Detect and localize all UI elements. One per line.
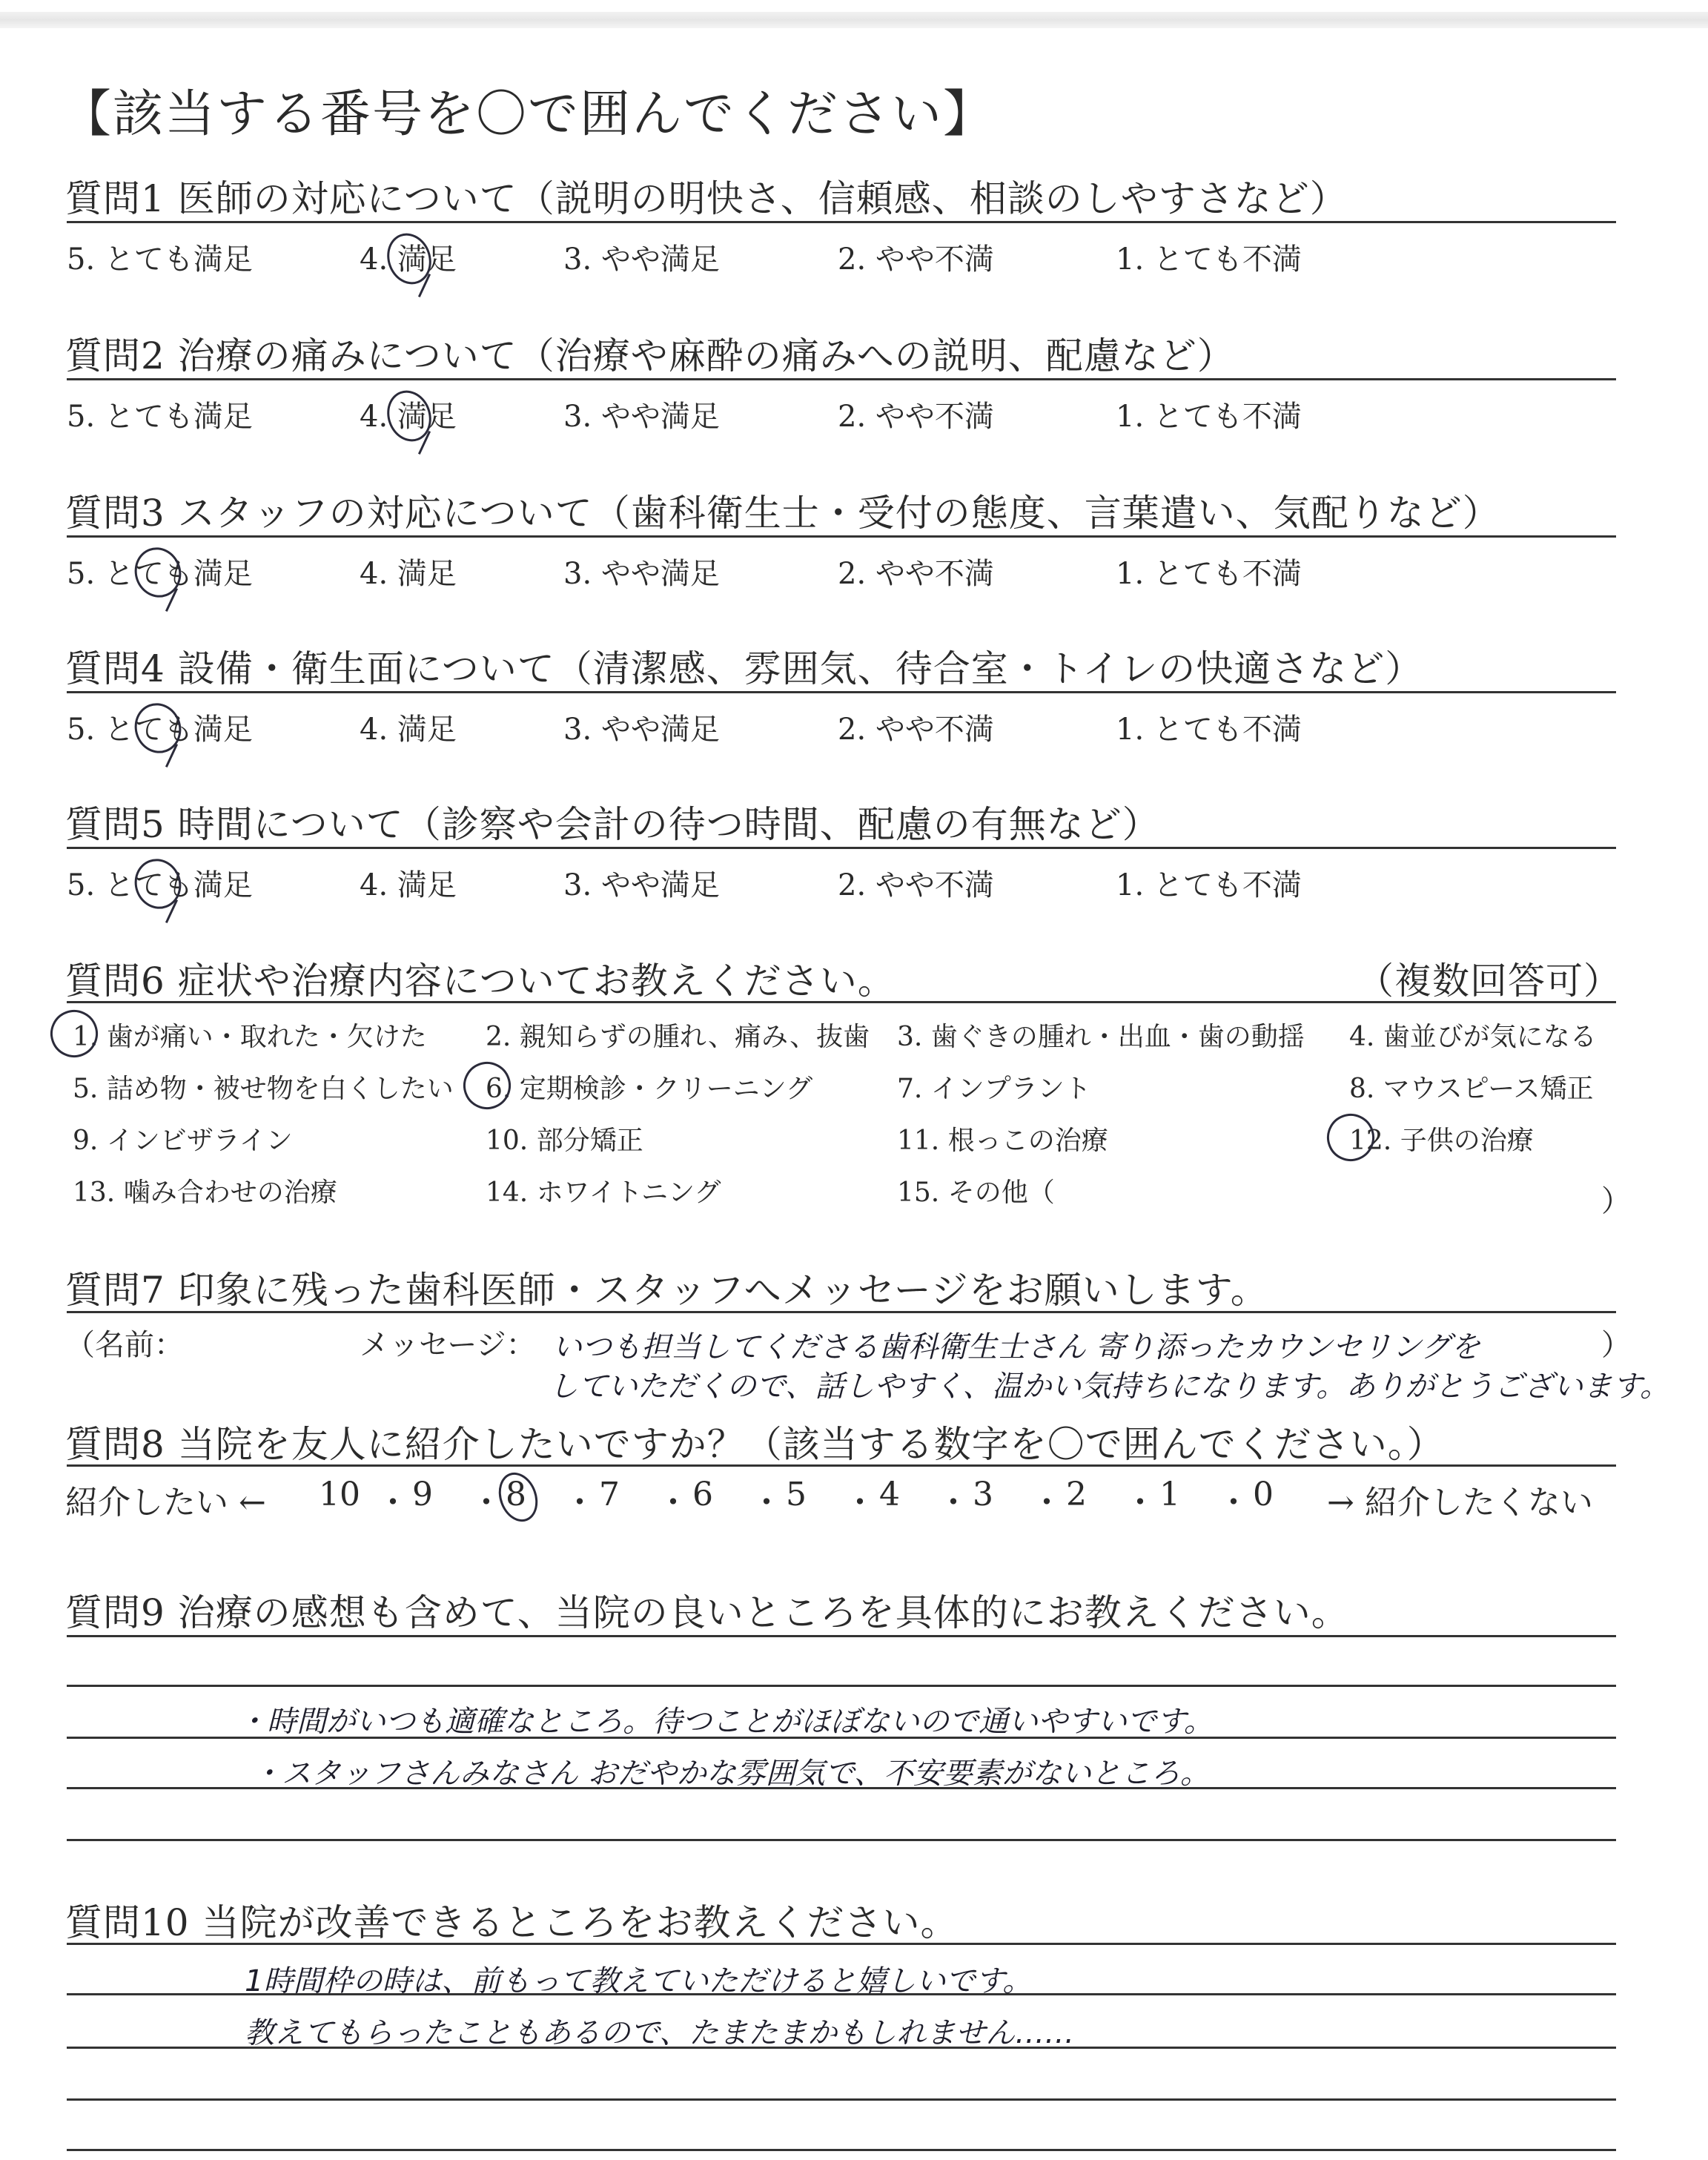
q8-scale-number[interactable]: 9 (412, 1476, 433, 1513)
q7-message-line2: していただくので、話しやすく、温かい気持ちになります。ありがとうございます。 (549, 1370, 1669, 1404)
q3-option[interactable]: 3. やや満足 (563, 557, 720, 591)
q8-scale-number[interactable]: 6 (692, 1476, 713, 1513)
q10-rule-5 (67, 2149, 1616, 2151)
q6-option[interactable]: 7. インプラント (897, 1074, 1091, 1104)
q9-answer-line1: ・時間がいつも適確なところ。待つことがほぼないので通いやすいです。 (237, 1705, 1214, 1739)
q8-scale-dot: ・ (657, 1484, 689, 1522)
q9-rule-2 (67, 1685, 1616, 1687)
q1-option[interactable]: 5. とても満足 (67, 242, 253, 277)
q6-option[interactable]: 9. インビザライン (73, 1126, 293, 1156)
q5-title: 質問5 時間について（診察や会計の待つ時間、配慮の有無など） (65, 803, 1160, 846)
q1-option[interactable]: 3. やや満足 (563, 242, 720, 277)
q2-title: 質問2 治療の痛みについて（治療や麻酔の痛みへの説明、配慮など） (65, 334, 1235, 377)
q6-option[interactable]: 11. 根っこの治療 (897, 1126, 1108, 1156)
q6-other-close: ） (1601, 1184, 1631, 1218)
q8-scale-number[interactable]: 2 (1066, 1476, 1087, 1513)
q8-scale-dot: ・ (750, 1484, 783, 1522)
q7-close-paren: ） (1601, 1328, 1631, 1362)
q3-option[interactable]: 2. やや不満 (838, 557, 994, 591)
q8-left-label: 紹介したい ← (65, 1484, 266, 1522)
q1-option[interactable]: 1. とても不満 (1116, 242, 1302, 277)
q7-name-label: （名前： (65, 1328, 184, 1362)
q4-option[interactable]: 2. やや不満 (838, 713, 994, 747)
q8-scale-number[interactable]: 10 (319, 1476, 360, 1513)
q2-option[interactable]: 2. やや不満 (838, 400, 994, 434)
q5-option[interactable]: 5. とても満足 (67, 868, 253, 902)
q8-scale-dot: ・ (377, 1484, 409, 1522)
q5-rule (67, 847, 1616, 849)
q3-rule (67, 535, 1616, 538)
handwritten-circle-mark (457, 1055, 517, 1116)
q4-option[interactable]: 3. やや満足 (563, 713, 720, 747)
q3-option[interactable]: 5. とても満足 (67, 557, 253, 591)
handwritten-circle-mark (44, 1003, 105, 1064)
q8-scale-dot: ・ (1030, 1484, 1063, 1522)
q8-scale-number[interactable]: 5 (786, 1476, 807, 1513)
handwritten-circle-mark (1320, 1107, 1381, 1168)
q6-option[interactable]: 12. 子供の治療 (1349, 1126, 1534, 1156)
q3-option[interactable]: 4. 満足 (360, 557, 457, 591)
q4-option[interactable]: 5. とても満足 (67, 713, 253, 747)
q9-rule-5 (67, 1839, 1616, 1841)
q6-option[interactable]: 4. 歯並びが気になる (1349, 1022, 1597, 1052)
q7-title: 質問7 印象に残った歯科医師・スタッフへメッセージをお願いします。 (65, 1269, 1268, 1312)
q7-message-label: メッセージ： (360, 1328, 536, 1362)
q7-message-line1: いつも担当してくださる歯科衛生士さん 寄り添ったカウンセリングを (552, 1330, 1480, 1364)
q2-rule (67, 378, 1616, 380)
q2-option[interactable]: 4. 満足 (360, 400, 457, 434)
q1-option[interactable]: 2. やや不満 (838, 242, 994, 277)
q6-option[interactable]: 15. その他（ (897, 1178, 1055, 1208)
q8-scale-dot: ・ (844, 1484, 876, 1522)
q8-scale-dot: ・ (937, 1484, 970, 1522)
q8-right-label: → 紹介したくない (1327, 1484, 1593, 1522)
q8-scale-number[interactable]: 3 (973, 1476, 993, 1513)
q2-option[interactable]: 3. やや満足 (563, 400, 720, 434)
q4-option[interactable]: 4. 満足 (360, 713, 457, 747)
q10-rule-4 (67, 2098, 1616, 2101)
q8-scale-number[interactable]: 0 (1253, 1476, 1274, 1513)
q2-option[interactable]: 5. とても満足 (67, 400, 253, 434)
q6-title: 質問6 症状や治療内容についてお教えください。 (65, 960, 896, 1003)
q4-option[interactable]: 1. とても不満 (1116, 713, 1302, 747)
q10-answer-line1: 1時間枠の時は、前もって教えていただけると嬉しいです。 (245, 1964, 1033, 1998)
q6-option[interactable]: 13. 噛み合わせの治療 (73, 1178, 337, 1208)
q1-option[interactable]: 4. 満足 (360, 242, 457, 277)
q8-scale-number[interactable]: 8 (506, 1476, 526, 1513)
q6-option[interactable]: 5. 詰め物・被せ物を白くしたい (73, 1074, 454, 1104)
q3-option[interactable]: 1. とても不満 (1116, 557, 1302, 591)
q6-option[interactable]: 6. 定期検診・クリーニング (486, 1074, 813, 1104)
q6-option[interactable]: 8. マウスピース矯正 (1349, 1074, 1594, 1104)
q6-note: （複数回答可） (1357, 960, 1621, 1003)
q4-title: 質問4 設備・衛生面について（清潔感、雰囲気、待合室・トイレの快適さなど） (65, 647, 1423, 690)
q8-scale-dot: ・ (563, 1484, 596, 1522)
q8-scale-dot: ・ (1124, 1484, 1156, 1522)
q9-answer-line2: ・スタッフさんみなさん おだやかな雰囲気で、不安要素がないところ。 (252, 1757, 1210, 1791)
q5-option[interactable]: 3. やや満足 (563, 868, 720, 902)
q10-rule-1 (67, 1943, 1616, 1945)
q8-title: 質問8 当院を友人に紹介したいですか？（該当する数字を〇で囲んでください。） (65, 1423, 1445, 1466)
q8-scale-number[interactable]: 4 (879, 1476, 900, 1513)
q6-rule (67, 1001, 1616, 1003)
q5-option[interactable]: 4. 満足 (360, 868, 457, 902)
q8-scale-number[interactable]: 7 (599, 1476, 620, 1513)
q6-option[interactable]: 3. 歯ぐきの腫れ・出血・歯の動揺 (897, 1022, 1305, 1052)
q10-answer-line2: 教えてもらったこともあるので、たまたまかもしれません…… (245, 2016, 1075, 2050)
q4-rule (67, 691, 1616, 693)
q9-title: 質問9 治療の感想も含めて、当院の良いところを具体的にお教えください。 (65, 1591, 1349, 1634)
q5-option[interactable]: 1. とても不満 (1116, 868, 1302, 902)
q8-scale-dot: ・ (470, 1484, 503, 1522)
q8-scale-number[interactable]: 1 (1159, 1476, 1180, 1513)
q9-rule-1 (67, 1635, 1616, 1637)
q6-option[interactable]: 14. ホワイトニング (486, 1178, 721, 1208)
page-heading: 【該当する番号を〇で囲んでください】 (61, 85, 996, 144)
q2-option[interactable]: 1. とても不満 (1116, 400, 1302, 434)
q1-title: 質問1 医師の対応について（説明の明快さ、信頼感、相談のしやすさなど） (65, 177, 1348, 220)
scan-edge (0, 12, 1708, 28)
q1-rule (67, 221, 1616, 223)
q8-rule (67, 1464, 1616, 1467)
q5-option[interactable]: 2. やや不満 (838, 868, 994, 902)
q10-title: 質問10 当院が改善できるところをお教えください。 (65, 1901, 959, 1944)
q6-option[interactable]: 1. 歯が痛い・取れた・欠けた (73, 1022, 427, 1052)
q6-option[interactable]: 10. 部分矯正 (486, 1126, 643, 1156)
q6-option[interactable]: 2. 親知らずの腫れ、痛み、抜歯 (486, 1022, 870, 1052)
q3-title: 質問3 スタッフの対応について（歯科衛生士・受付の態度、言葉遣い、気配りなど） (65, 492, 1500, 535)
q8-scale-dot: ・ (1217, 1484, 1250, 1522)
q7-rule (67, 1311, 1616, 1313)
